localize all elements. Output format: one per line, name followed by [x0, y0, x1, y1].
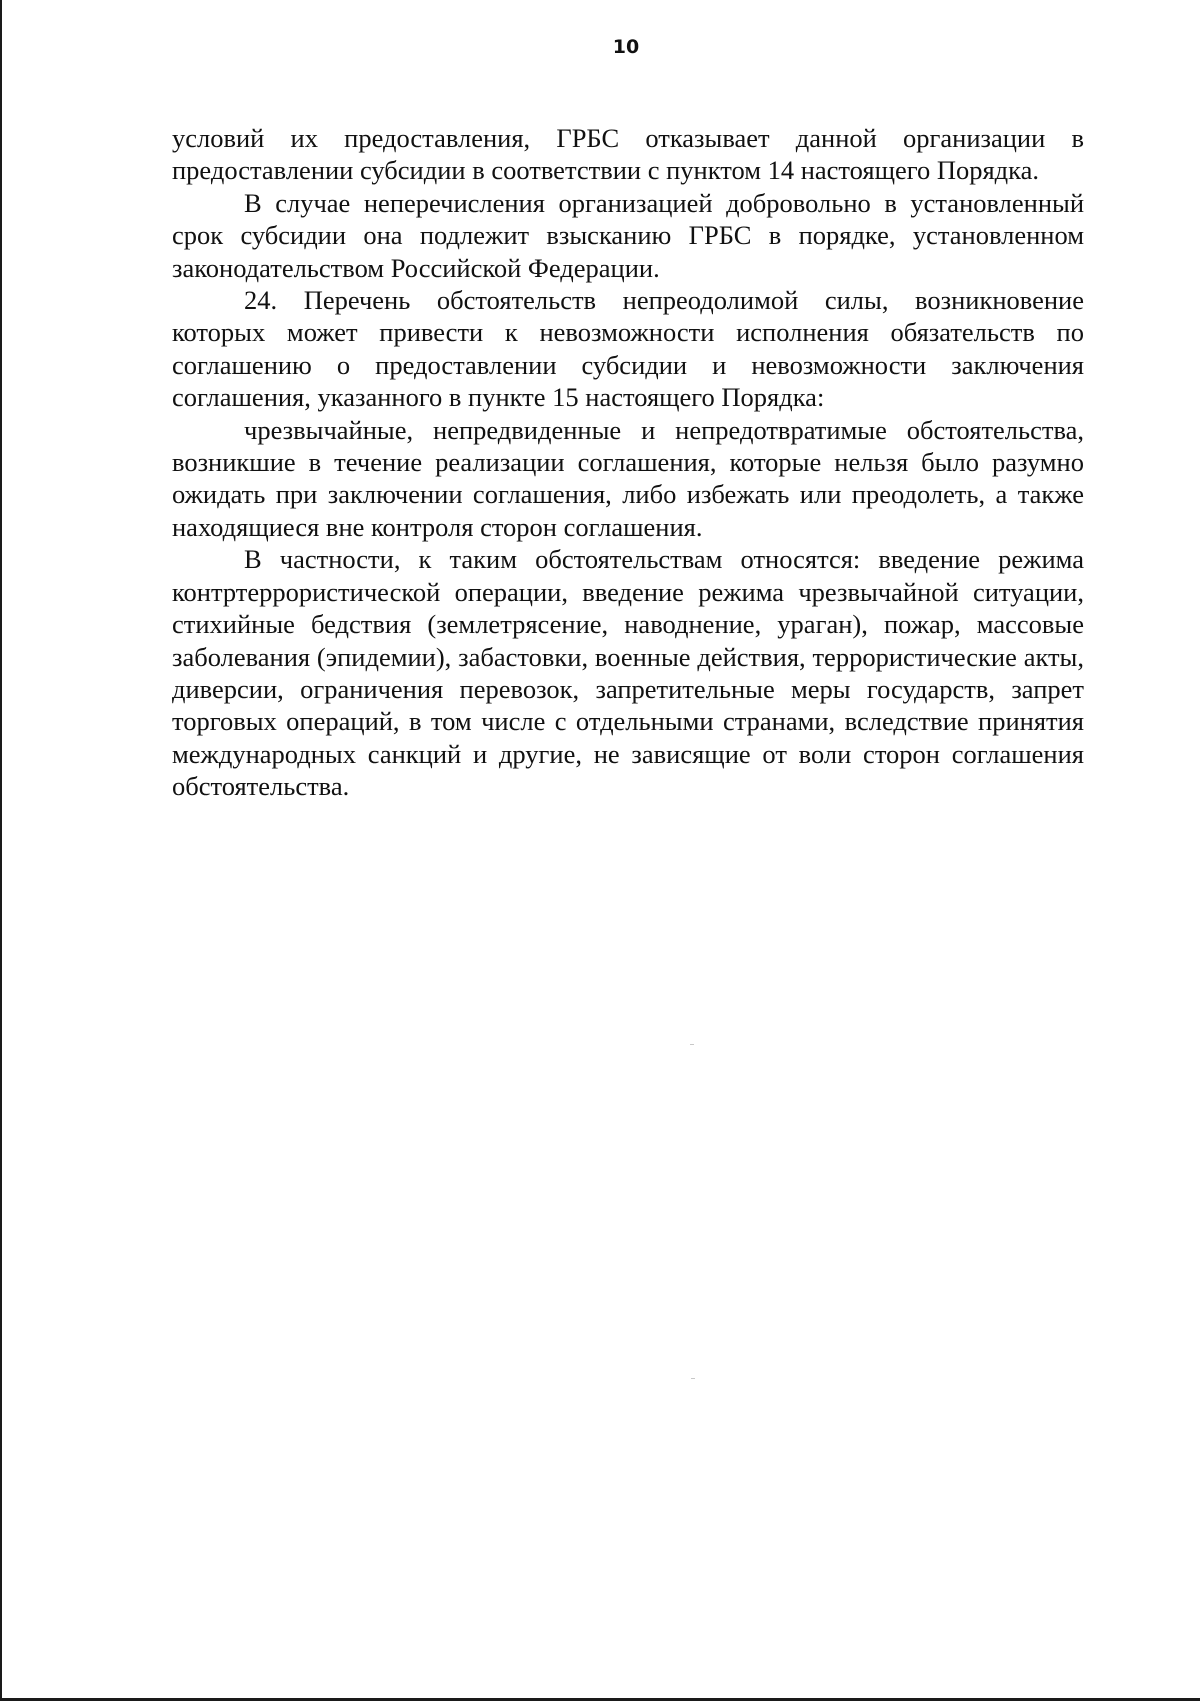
paragraph-force-majeure-examples: В частности, к таким обстоятельствам относятся: введение режима контртеррористической операции, введение режима чрезвычайной ситуации, стихийные бедствия (землетрясение, наводнение, ураган), пожар, массовые заболевания (эпидемии), забастовки, военные действия, террористические акты, диверсии, ограничения перевозок, запретительные меры государств, запрет торговых операций, в том числе с отдельными странами, вследствие принятия международных санкций и другие, не зависящие от воли сторон соглашения обстоятельства. [172, 544, 1084, 802]
paragraph-force-majeure-list: 24. Перечень обстоятельств непреодолимой силы, возникновение которых может привести к невозможности исполнения обязательств по соглашению о предоставлении субсидии и невозможности заключения соглашения, указанного в пункте 15 настоящего Порядка: [172, 285, 1084, 413]
paragraph-force-majeure-definition: чрезвычайные, непредвиденные и непредотвратимые обстоятельства, возникшие в течение реализации соглашения, которые нельзя было разумно ожидать при заключении соглашения, либо избежать или преодолеть, а также находящиеся вне контроля сторон соглашения. [172, 414, 1084, 542]
scan-speck [690, 1044, 694, 1045]
scan-speck [691, 1378, 695, 1379]
document-body [172, 122, 1084, 803]
page-number: 10 [612, 36, 640, 58]
paragraph-recovery: В случае неперечисления организацией добровольно в установленный срок субсидии она подлежит взысканию ГРБС в порядке, установленном законодательством Российской Федерации. [172, 187, 1084, 283]
paragraph-continuation: условий их предоставления, ГРБС отказывает данной организации в предоставлении субсидии в соответствии с пунктом 14 настоящего Порядка. [172, 123, 1084, 186]
